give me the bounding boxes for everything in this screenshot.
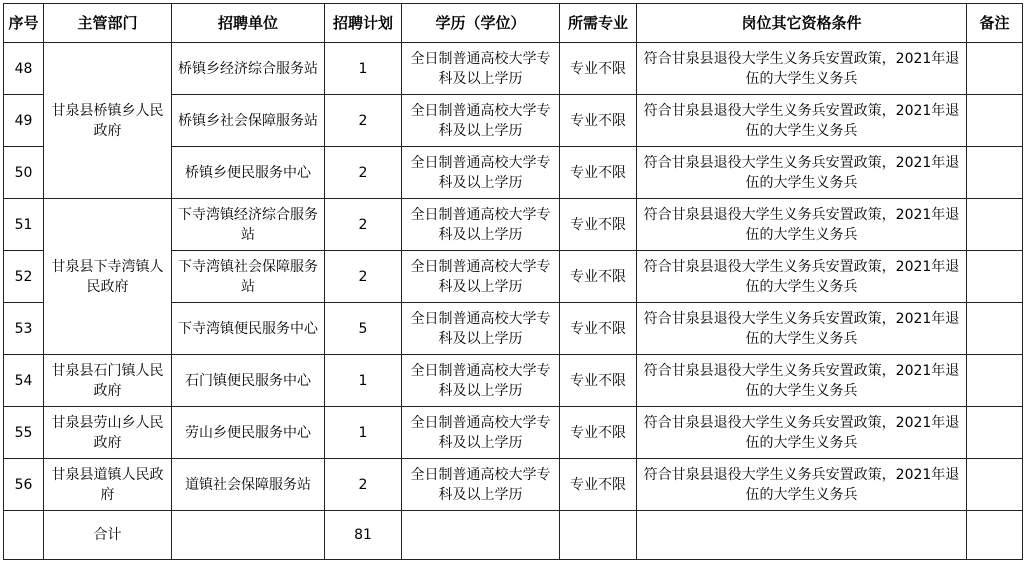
recruitment-table (3, 3, 1023, 560)
cell-no: 51 (4, 199, 44, 251)
cell-plan: 2 (325, 199, 402, 251)
cell-no: 50 (4, 147, 44, 199)
cell-edu: 全日制普通高校大学专科及以上学历 (402, 407, 560, 459)
cell-edu: 全日制普通高校大学专科及以上学历 (402, 251, 560, 303)
cell-dept: 甘泉县石门镇人民政府 (44, 355, 172, 407)
cell-no: 54 (4, 355, 44, 407)
header-plan: 招聘计划 (325, 4, 402, 43)
cell-cond: 符合甘泉县退役大学生义务兵安置政策，2021年退伍的大学生义务兵 (637, 407, 967, 459)
table-row (4, 459, 1023, 511)
cell-unit: 道镇社会保障服务站 (172, 459, 325, 511)
cell-plan: 5 (325, 303, 402, 355)
cell-unit: 劳山乡便民服务中心 (172, 407, 325, 459)
cell-dept: 甘泉县桥镇乡人民政府 (44, 43, 172, 199)
cell-major: 专业不限 (560, 43, 637, 95)
header-dept: 主管部门 (44, 4, 172, 43)
cell-note (967, 459, 1023, 511)
cell-cond: 符合甘泉县退役大学生义务兵安置政策，2021年退伍的大学生义务兵 (637, 251, 967, 303)
cell-no: 49 (4, 95, 44, 147)
cell-unit: 石门镇便民服务中心 (172, 355, 325, 407)
cell-no: 48 (4, 43, 44, 95)
cell-unit: 桥镇乡社会保障服务站 (172, 95, 325, 147)
total-no (4, 511, 44, 560)
total-row (4, 511, 1023, 560)
cell-unit: 下寺湾镇便民服务中心 (172, 303, 325, 355)
cell-edu: 全日制普通高校大学专科及以上学历 (402, 43, 560, 95)
cell-plan: 1 (325, 43, 402, 95)
cell-major: 专业不限 (560, 199, 637, 251)
cell-cond: 符合甘泉县退役大学生义务兵安置政策，2021年退伍的大学生义务兵 (637, 459, 967, 511)
cell-unit: 下寺湾镇经济综合服务站 (172, 199, 325, 251)
cell-unit: 桥镇乡便民服务中心 (172, 147, 325, 199)
table-row (4, 199, 1023, 251)
cell-edu: 全日制普通高校大学专科及以上学历 (402, 355, 560, 407)
cell-major: 专业不限 (560, 355, 637, 407)
header-no: 序号 (4, 4, 44, 43)
cell-edu: 全日制普通高校大学专科及以上学历 (402, 95, 560, 147)
cell-dept: 甘泉县下寺湾镇人民政府 (44, 199, 172, 355)
total-plan: 81 (325, 511, 402, 560)
cell-major: 专业不限 (560, 251, 637, 303)
cell-no: 55 (4, 407, 44, 459)
total-major (560, 511, 637, 560)
cell-cond: 符合甘泉县退役大学生义务兵安置政策，2021年退伍的大学生义务兵 (637, 199, 967, 251)
cell-edu: 全日制普通高校大学专科及以上学历 (402, 147, 560, 199)
cell-plan: 2 (325, 459, 402, 511)
cell-plan: 1 (325, 355, 402, 407)
cell-plan: 2 (325, 95, 402, 147)
cell-note (967, 95, 1023, 147)
header-cond: 岗位其它资格条件 (637, 4, 967, 43)
table-row (4, 407, 1023, 459)
header-note: 备注 (967, 4, 1023, 43)
cell-major: 专业不限 (560, 407, 637, 459)
cell-dept: 甘泉县道镇人民政府 (44, 459, 172, 511)
cell-major: 专业不限 (560, 459, 637, 511)
total-edu (402, 511, 560, 560)
cell-note (967, 199, 1023, 251)
header-edu: 学历（学位） (402, 4, 560, 43)
total-cond (637, 511, 967, 560)
cell-note (967, 407, 1023, 459)
cell-cond: 符合甘泉县退役大学生义务兵安置政策，2021年退伍的大学生义务兵 (637, 355, 967, 407)
total-label: 合计 (44, 511, 172, 560)
cell-major: 专业不限 (560, 303, 637, 355)
cell-note (967, 43, 1023, 95)
cell-unit: 桥镇乡经济综合服务站 (172, 43, 325, 95)
cell-edu: 全日制普通高校大学专科及以上学历 (402, 459, 560, 511)
cell-no: 52 (4, 251, 44, 303)
header-major: 所需专业 (560, 4, 637, 43)
table-row (4, 43, 1023, 95)
header-row (4, 4, 1023, 43)
cell-plan: 2 (325, 147, 402, 199)
total-unit (172, 511, 325, 560)
cell-major: 专业不限 (560, 147, 637, 199)
cell-cond: 符合甘泉县退役大学生义务兵安置政策，2021年退伍的大学生义务兵 (637, 147, 967, 199)
cell-unit: 下寺湾镇社会保障服务站 (172, 251, 325, 303)
table-row (4, 355, 1023, 407)
cell-no: 53 (4, 303, 44, 355)
cell-note (967, 147, 1023, 199)
cell-dept: 甘泉县劳山乡人民政府 (44, 407, 172, 459)
header-unit: 招聘单位 (172, 4, 325, 43)
cell-cond: 符合甘泉县退役大学生义务兵安置政策，2021年退伍的大学生义务兵 (637, 95, 967, 147)
cell-cond: 符合甘泉县退役大学生义务兵安置政策，2021年退伍的大学生义务兵 (637, 303, 967, 355)
cell-cond: 符合甘泉县退役大学生义务兵安置政策，2021年退伍的大学生义务兵 (637, 43, 967, 95)
cell-plan: 2 (325, 251, 402, 303)
cell-note (967, 355, 1023, 407)
total-note (967, 511, 1023, 560)
cell-major: 专业不限 (560, 95, 637, 147)
cell-edu: 全日制普通高校大学专科及以上学历 (402, 303, 560, 355)
cell-note (967, 251, 1023, 303)
cell-no: 56 (4, 459, 44, 511)
cell-note (967, 303, 1023, 355)
cell-plan: 1 (325, 407, 402, 459)
cell-edu: 全日制普通高校大学专科及以上学历 (402, 199, 560, 251)
